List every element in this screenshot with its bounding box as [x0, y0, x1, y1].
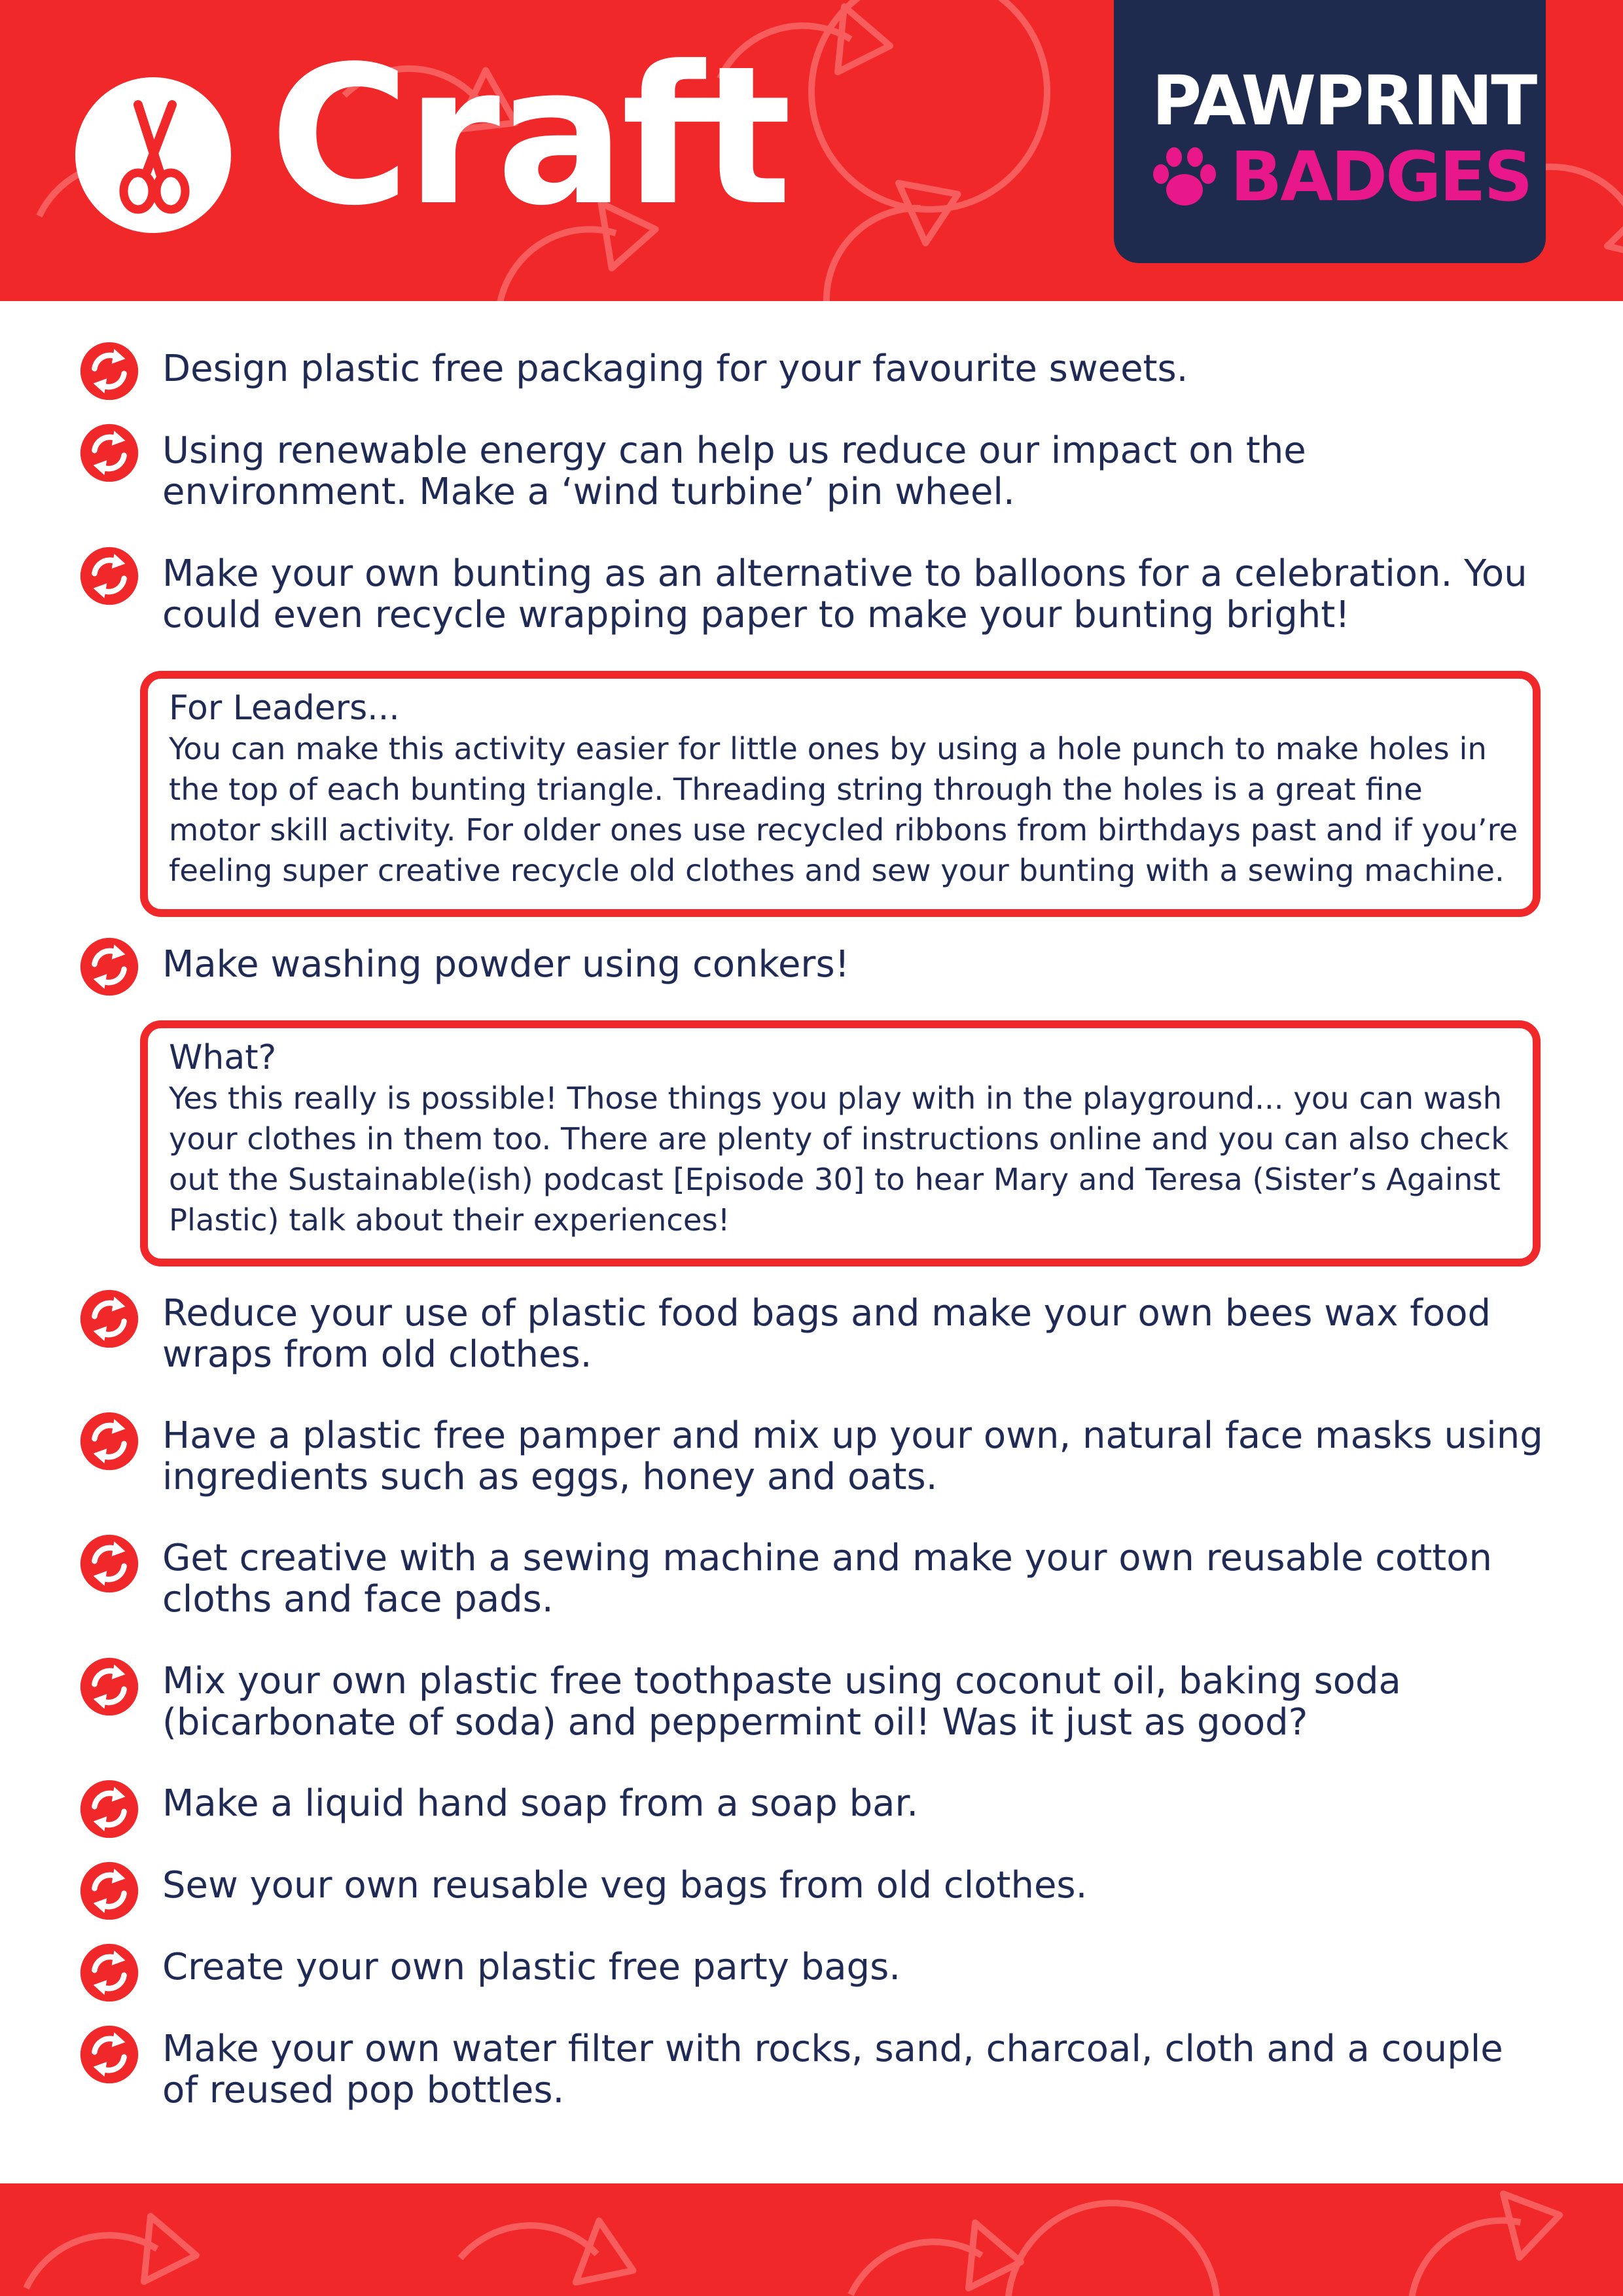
note-body: Yes this really is possible! Those things you play with in the playground... you can wash your clothes in them too. There are plenty of instructions online and you can also check out the Sustainable(ish) podcast [Episode 30] to hear Mary and Teresa (Sister’s Against Plastic) talk about their experiences! — [169, 1081, 1509, 1238]
list-item: Using renewable energy can help us reduce our impact on the environment. Make a ‘wind turbine’ pin wheel. — [162, 429, 1306, 513]
leaders-note-box — [140, 671, 1541, 917]
header-banner — [0, 0, 1623, 301]
paw-icon — [1152, 147, 1217, 209]
pawprint-badges-logo — [1114, 0, 1546, 263]
recycle-icon — [79, 936, 140, 997]
recycle-icon — [79, 1778, 140, 1840]
list-item: Mix your own plastic free toothpaste using coconut oil, baking soda (bicarbonate of soda) and peppermint oil! Was it just as good? — [162, 1660, 1401, 1744]
note-title: For Leaders... — [169, 689, 400, 728]
recycle-icon — [79, 1410, 140, 1472]
list-item: Make your own water filter with rocks, sand, charcoal, cloth and a couple of reused pop bottles. — [162, 2028, 1503, 2111]
note-body: You can make this activity easier for little ones by using a hole punch to make holes in the top of each bunting triangle. Threading string through the holes is a great fine motor skill activity. For older ones use recycled ribbons from birthdays past and if you’re feeling super creative recycle old clothes and sew your bunting with a sewing machine. — [169, 731, 1518, 888]
scissors-icon — [75, 77, 231, 233]
recycle-icon — [79, 1860, 140, 1922]
list-item: Sew your own reusable veg bags from old clothes. — [162, 1864, 1088, 1907]
list-item: Have a plastic free pamper and mix up your own, natural face masks using ingredients such as eggs, honey and oats. — [162, 1414, 1543, 1498]
recycle-pattern-background — [0, 2183, 1623, 2296]
what-note-box — [140, 1020, 1541, 1266]
list-item: Make your own bunting as an alternative to balloons for a celebration. You could even recycle wrapping paper to make your bunting bright! — [162, 552, 1527, 636]
recycle-icon — [79, 422, 140, 484]
list-item: Make a liquid hand soap from a soap bar. — [162, 1782, 919, 1825]
list-item: Get creative with a sewing machine and make your own reusable cotton cloths and face pads. — [162, 1537, 1492, 1621]
logo-line-2-row — [1152, 137, 1531, 221]
note-title: What? — [169, 1038, 277, 1077]
recycle-icon — [79, 340, 140, 402]
logo-line-1: PAWPRINT — [1152, 61, 1536, 141]
footer-banner — [0, 2183, 1623, 2296]
logo-line-2: BADGES — [1230, 137, 1531, 217]
recycle-icon — [79, 1533, 140, 1594]
list-item: Make washing powder using conkers! — [162, 943, 850, 986]
page-title: Craft — [270, 25, 788, 247]
recycle-icon — [79, 1656, 140, 1717]
recycle-icon — [79, 545, 140, 607]
recycle-icon — [79, 1288, 140, 1350]
list-item: Design plastic free packaging for your favourite sweets. — [162, 348, 1188, 390]
list-item: Create your own plastic free party bags. — [162, 1946, 901, 1988]
list-item: Reduce your use of plastic food bags and make your own bees wax food wraps from old clothes. — [162, 1292, 1491, 1376]
recycle-icon — [79, 2024, 140, 2085]
recycle-icon — [79, 1942, 140, 2003]
